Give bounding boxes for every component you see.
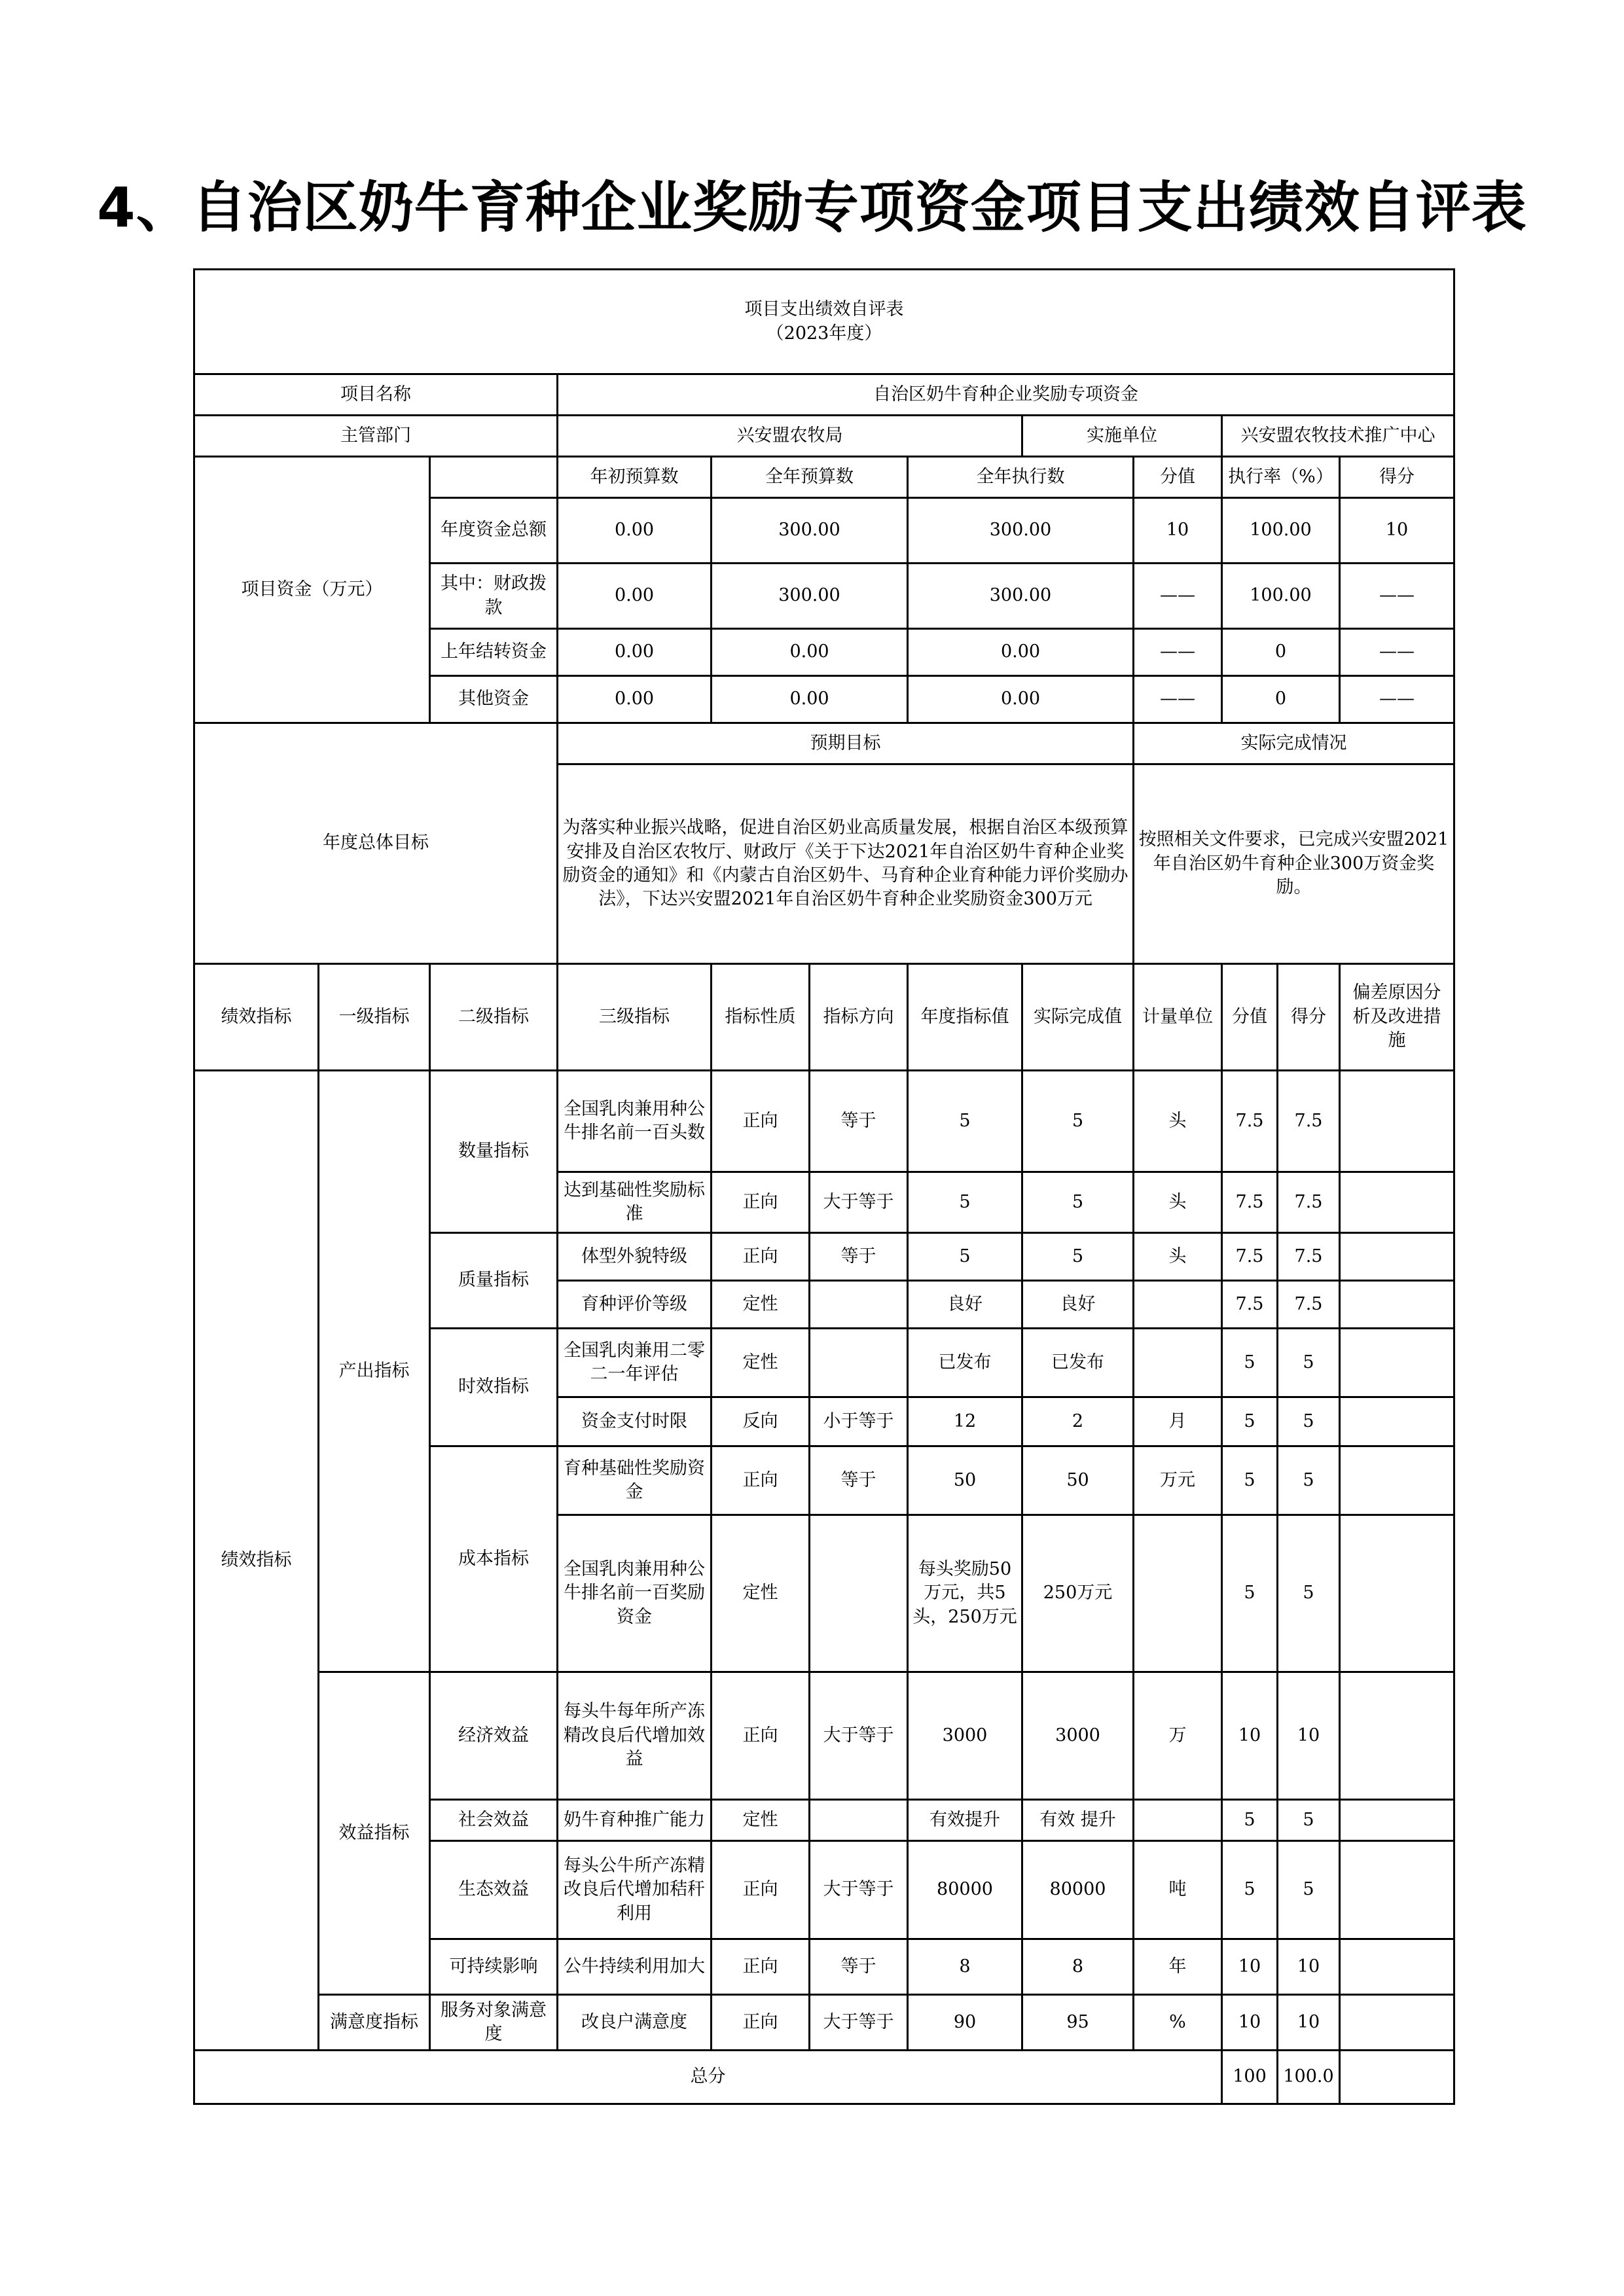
indicator-direction: 大于等于	[810, 1172, 908, 1233]
indicator-unit	[1134, 1281, 1222, 1329]
indicator-reason	[1340, 1800, 1454, 1841]
indicator-target: 12	[908, 1397, 1022, 1446]
indicator-value: 7.5	[1222, 1281, 1278, 1329]
indicator-nature: 正向	[712, 1172, 810, 1233]
indicator-name: 每头牛每年所产冻精改良后代增加效益	[558, 1672, 712, 1800]
indicator-direction: 等于	[810, 1071, 908, 1172]
level2-service: 服务对象满意度	[430, 1995, 558, 2051]
fund-label: 项目资金（万元）	[194, 457, 430, 723]
indicator-unit	[1134, 1329, 1222, 1397]
project-name-row	[194, 374, 1454, 416]
fund-annual: 0.00	[712, 629, 908, 676]
indicator-direction	[810, 1329, 908, 1397]
fund-score-value: ——	[1134, 629, 1222, 676]
indicator-unit: 头	[1134, 1233, 1222, 1281]
fund-row-name: 上年结转资金	[430, 629, 558, 676]
perf-header: 偏差原因分析及改进措施	[1340, 964, 1454, 1071]
total-label: 总分	[194, 2051, 1222, 2104]
indicator-target: 5	[908, 1071, 1022, 1172]
indicator-actual: 8	[1022, 1939, 1134, 1995]
table-row	[194, 1672, 1454, 1800]
actual-goal: 按照相关文件要求，已完成兴安盟2021年自治区奶牛育种企业300万资金奖励。	[1134, 764, 1454, 964]
indicator-reason	[1340, 1446, 1454, 1515]
level2-quality: 质量指标	[430, 1233, 558, 1329]
total-reason	[1340, 2051, 1454, 2104]
indicator-reason	[1340, 1329, 1454, 1397]
indicator-target: 8	[908, 1939, 1022, 1995]
fund-annual: 300.00	[712, 498, 908, 564]
dept-label: 主管部门	[194, 416, 558, 457]
indicator-nature: 正向	[712, 1672, 810, 1800]
fund-initial: 0.00	[558, 676, 712, 723]
indicator-value: 5	[1222, 1800, 1278, 1841]
indicator-actual: 250万元	[1022, 1515, 1134, 1672]
performance-table	[193, 268, 1455, 2105]
indicator-score: 5	[1278, 1841, 1340, 1939]
level1-benefit: 效益指标	[319, 1672, 430, 1995]
total-value: 100	[1222, 2051, 1278, 2104]
indicator-actual: 5	[1022, 1172, 1134, 1233]
goal-label: 年度总体目标	[194, 723, 558, 964]
project-name-label: 项目名称	[194, 374, 558, 416]
fund-initial: 0.00	[558, 564, 712, 629]
fund-score: ——	[1340, 676, 1454, 723]
level1-output: 产出指标	[319, 1071, 430, 1672]
fund-header-row	[194, 457, 1454, 498]
level2-ecological: 生态效益	[430, 1841, 558, 1939]
indicator-name: 每头公牛所产冻精改良后代增加秸秆利用	[558, 1841, 712, 1939]
indicator-reason	[1340, 1397, 1454, 1446]
indicator-direction: 大于等于	[810, 1841, 908, 1939]
indicator-unit: 头	[1134, 1071, 1222, 1172]
indicator-score: 7.5	[1278, 1233, 1340, 1281]
indicator-score: 5	[1278, 1800, 1340, 1841]
indicator-target: 80000	[908, 1841, 1022, 1939]
document-title: 4、自治区奶牛育种企业奖励专项资金项目支出绩效自评表	[97, 175, 1527, 240]
indicator-value: 5	[1222, 1841, 1278, 1939]
fund-rate: 100.00	[1222, 498, 1340, 564]
perf-header: 年度指标值	[908, 964, 1022, 1071]
level2-economic: 经济效益	[430, 1672, 558, 1800]
indicator-score: 5	[1278, 1446, 1340, 1515]
indicator-actual: 2	[1022, 1397, 1134, 1446]
expected-goal: 为落实种业振兴战略，促进自治区奶业高质量发展，根据自治区本级预算安排及自治区农牧厅、财政厅《关于下达2021年自治区奶牛育种企业奖励资金的通知》和《内蒙古自治区奶牛、马育种企业育种能力评价奖励办法》，下达兴安盟2021年自治区奶牛育种企业奖励资金300万元	[558, 764, 1134, 964]
indicator-reason	[1340, 1515, 1454, 1672]
level1-satisfaction: 满意度指标	[319, 1995, 430, 2051]
indicator-score: 5	[1278, 1397, 1340, 1446]
level2-cost: 成本指标	[430, 1446, 558, 1672]
indicator-nature: 正向	[712, 1233, 810, 1281]
fund-rate: 100.00	[1222, 564, 1340, 629]
indicator-score: 10	[1278, 1995, 1340, 2051]
project-name: 自治区奶牛育种企业奖励专项资金	[558, 374, 1454, 416]
indicator-direction: 等于	[810, 1446, 908, 1515]
perf-header: 一级指标	[319, 964, 430, 1071]
perf-header: 计量单位	[1134, 964, 1222, 1071]
indicator-name: 资金支付时限	[558, 1397, 712, 1446]
indicator-reason	[1340, 1172, 1454, 1233]
indicator-value: 5	[1222, 1397, 1278, 1446]
table-row	[194, 1071, 1454, 1172]
indicator-nature: 正向	[712, 1841, 810, 1939]
indicator-reason	[1340, 1672, 1454, 1800]
fund-score: 10	[1340, 498, 1454, 564]
fund-score: ——	[1340, 564, 1454, 629]
fund-score: ——	[1340, 629, 1454, 676]
indicator-value: 10	[1222, 1672, 1278, 1800]
fund-annual: 300.00	[712, 564, 908, 629]
perf-header: 分值	[1222, 964, 1278, 1071]
indicator-value: 5	[1222, 1329, 1278, 1397]
indicator-name: 公牛持续利用加大	[558, 1939, 712, 1995]
indicator-reason	[1340, 1841, 1454, 1939]
indicator-target: 每头奖励50万元，共5头，250万元	[908, 1515, 1022, 1672]
indicator-actual: 已发布	[1022, 1329, 1134, 1397]
indicator-score: 7.5	[1278, 1071, 1340, 1172]
total-score: 100.0	[1278, 2051, 1340, 2104]
fund-rate: 0	[1222, 676, 1340, 723]
indicator-target: 良好	[908, 1281, 1022, 1329]
level2-quantity: 数量指标	[430, 1071, 558, 1233]
perf-header: 指标性质	[712, 964, 810, 1071]
indicator-target: 50	[908, 1446, 1022, 1515]
indicator-name: 改良户满意度	[558, 1995, 712, 2051]
fund-score-value: ——	[1134, 564, 1222, 629]
indicator-direction	[810, 1281, 908, 1329]
fund-exec: 0.00	[908, 676, 1134, 723]
fund-header: 全年预算数	[712, 457, 908, 498]
indicator-unit: 头	[1134, 1172, 1222, 1233]
fund-score-value: 10	[1134, 498, 1222, 564]
indicator-unit: 吨	[1134, 1841, 1222, 1939]
indicator-score: 10	[1278, 1939, 1340, 1995]
indicator-nature: 定性	[712, 1329, 810, 1397]
fund-initial: 0.00	[558, 629, 712, 676]
goal-header-row	[194, 723, 1454, 764]
department-row	[194, 416, 1454, 457]
indicator-target: 5	[908, 1172, 1022, 1233]
level2-social: 社会效益	[430, 1800, 558, 1841]
indicator-reason	[1340, 1939, 1454, 1995]
indicator-direction: 等于	[810, 1233, 908, 1281]
dept: 兴安盟农牧局	[558, 416, 1022, 457]
fund-exec: 300.00	[908, 564, 1134, 629]
indicator-target: 90	[908, 1995, 1022, 2051]
fund-header: 得分	[1340, 457, 1454, 498]
indicator-value: 7.5	[1222, 1233, 1278, 1281]
indicator-nature: 正向	[712, 1939, 810, 1995]
actual-header: 实际完成情况	[1134, 723, 1454, 764]
indicator-name: 全国乳肉兼用种公牛排名前一百头数	[558, 1071, 712, 1172]
indicator-name: 育种基础性奖励资金	[558, 1446, 712, 1515]
indicator-name: 体型外貌特级	[558, 1233, 712, 1281]
indicator-unit: %	[1134, 1995, 1222, 2051]
indicator-direction	[810, 1800, 908, 1841]
fund-row-name: 其中：财政拨款	[430, 564, 558, 629]
expected-header: 预期目标	[558, 723, 1134, 764]
indicator-reason	[1340, 1281, 1454, 1329]
indicator-score: 5	[1278, 1329, 1340, 1397]
indicator-value: 7.5	[1222, 1172, 1278, 1233]
indicator-unit	[1134, 1800, 1222, 1841]
indicator-actual: 良好	[1022, 1281, 1134, 1329]
indicator-name: 全国乳肉兼用种公牛排名前一百奖励资金	[558, 1515, 712, 1672]
level2-timeliness: 时效指标	[430, 1329, 558, 1446]
indicator-name: 奶牛育种推广能力	[558, 1800, 712, 1841]
indicator-name: 达到基础性奖励标准	[558, 1172, 712, 1233]
fund-exec: 300.00	[908, 498, 1134, 564]
indicator-score: 5	[1278, 1515, 1340, 1672]
perf-header: 实际完成值	[1022, 964, 1134, 1071]
indicator-value: 10	[1222, 1939, 1278, 1995]
indicator-target: 5	[908, 1233, 1022, 1281]
indicator-name: 育种评价等级	[558, 1281, 712, 1329]
indicator-nature: 定性	[712, 1515, 810, 1672]
impl-label: 实施单位	[1022, 416, 1222, 457]
perf-header: 三级指标	[558, 964, 712, 1071]
indicator-actual: 有效 提升	[1022, 1800, 1134, 1841]
fund-header: 年初预算数	[558, 457, 712, 498]
fund-rate: 0	[1222, 629, 1340, 676]
indicator-nature: 定性	[712, 1281, 810, 1329]
table-title: 项目支出绩效自评表	[744, 299, 904, 320]
table-year: （2023年度）	[766, 323, 882, 344]
indicator-nature: 正向	[712, 1995, 810, 2051]
indicator-reason	[1340, 1071, 1454, 1172]
indicator-direction	[810, 1515, 908, 1672]
fund-score-value: ——	[1134, 676, 1222, 723]
total-row	[194, 2051, 1454, 2104]
indicator-nature: 定性	[712, 1800, 810, 1841]
fund-exec: 0.00	[908, 629, 1134, 676]
fund-header: 分值	[1134, 457, 1222, 498]
indicator-unit: 月	[1134, 1397, 1222, 1446]
perf-header-row	[194, 964, 1454, 1071]
indicator-nature: 反向	[712, 1397, 810, 1446]
indicator-actual: 95	[1022, 1995, 1134, 2051]
indicator-value: 10	[1222, 1995, 1278, 2051]
indicator-actual: 5	[1022, 1233, 1134, 1281]
indicator-name: 全国乳肉兼用二零二一年评估	[558, 1329, 712, 1397]
indicator-actual: 5	[1022, 1071, 1134, 1172]
indicator-unit: 万	[1134, 1672, 1222, 1800]
indicator-reason	[1340, 1233, 1454, 1281]
fund-header: 执行率（%）	[1222, 457, 1340, 498]
table-header	[194, 270, 1454, 374]
perf-header: 绩效指标	[194, 964, 319, 1071]
fund-row-name: 其他资金	[430, 676, 558, 723]
fund-initial: 0.00	[558, 498, 712, 564]
indicator-unit: 万元	[1134, 1446, 1222, 1515]
indicator-score: 7.5	[1278, 1281, 1340, 1329]
perf-header: 得分	[1278, 964, 1340, 1071]
indicator-unit	[1134, 1515, 1222, 1672]
indicator-actual: 50	[1022, 1446, 1134, 1515]
perf-header: 指标方向	[810, 964, 908, 1071]
indicator-direction: 小于等于	[810, 1397, 908, 1446]
perf-header: 二级指标	[430, 964, 558, 1071]
indicator-reason	[1340, 1995, 1454, 2051]
level2-sustainable: 可持续影响	[430, 1939, 558, 1995]
indicator-actual: 3000	[1022, 1672, 1134, 1800]
indicator-nature: 正向	[712, 1446, 810, 1515]
indicator-unit: 年	[1134, 1939, 1222, 1995]
indicator-value: 5	[1222, 1515, 1278, 1672]
indicator-value: 5	[1222, 1446, 1278, 1515]
indicator-target: 已发布	[908, 1329, 1022, 1397]
fund-annual: 0.00	[712, 676, 908, 723]
perf-label: 绩效指标	[194, 1071, 319, 2051]
table-row	[194, 1995, 1454, 2051]
fund-row-name: 年度资金总额	[430, 498, 558, 564]
indicator-direction: 大于等于	[810, 1672, 908, 1800]
indicator-score: 10	[1278, 1672, 1340, 1800]
fund-header: 全年执行数	[908, 457, 1134, 498]
indicator-direction: 大于等于	[810, 1995, 908, 2051]
indicator-target: 有效提升	[908, 1800, 1022, 1841]
indicator-actual: 80000	[1022, 1841, 1134, 1939]
indicator-target: 3000	[908, 1672, 1022, 1800]
indicator-value: 7.5	[1222, 1071, 1278, 1172]
indicator-direction: 等于	[810, 1939, 908, 1995]
indicator-score: 7.5	[1278, 1172, 1340, 1233]
indicator-nature: 正向	[712, 1071, 810, 1172]
impl: 兴安盟农牧技术推广中心	[1222, 416, 1454, 457]
fund-header-blank	[430, 457, 558, 498]
